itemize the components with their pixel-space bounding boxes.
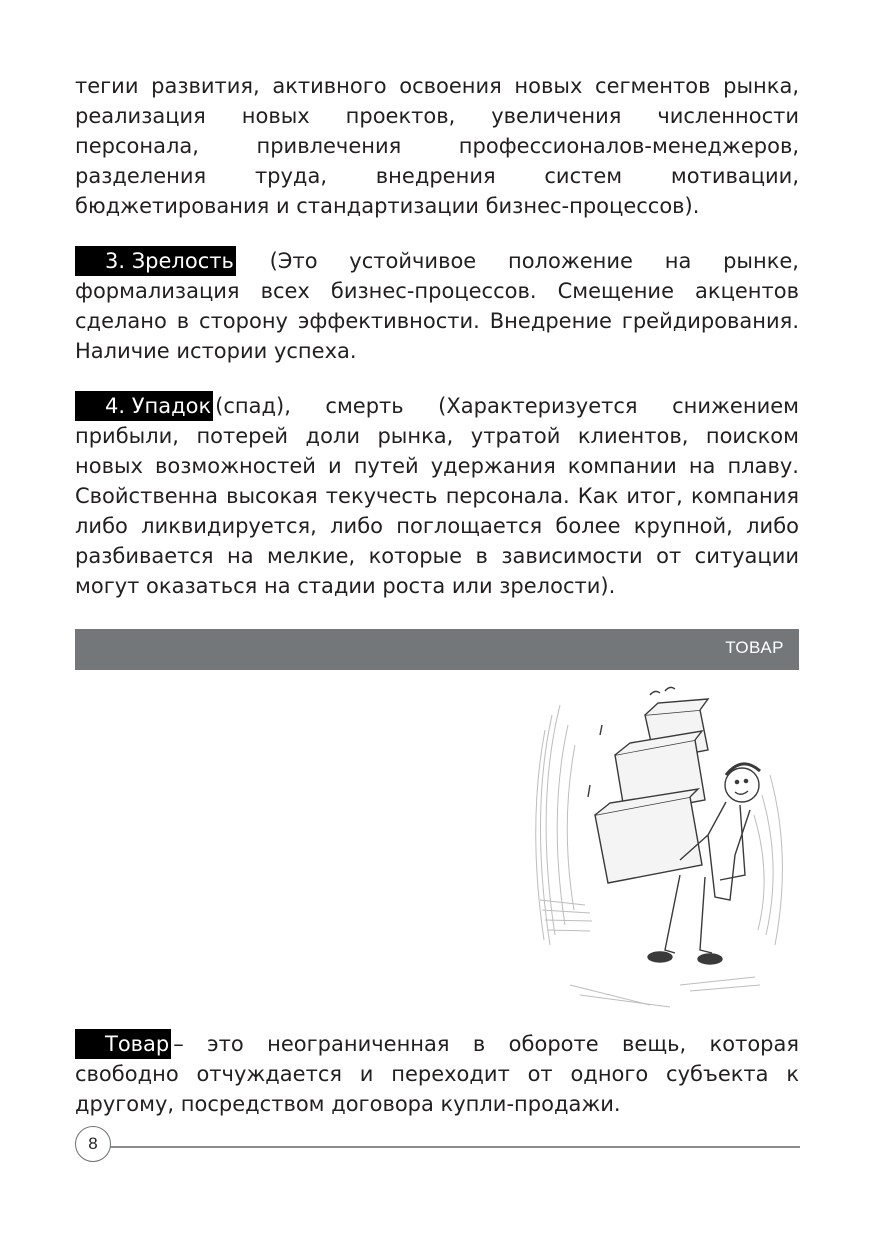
paragraph-text: (Это устойчивое положение на рынке, формализация всех бизнес-процессов. Смещение акцентов сделано в сторону эффективности. Внедрение грейдирования. Наличие истории успеха. [75, 249, 799, 363]
page-number: 8 [75, 1126, 111, 1162]
stage-label-decline: 4. Упадок [75, 391, 213, 421]
paragraph-text: – это неограниченная в обороте вещь, которая свободно отчуждается и переходит от одного субъекта к другому, посредством договора купли-продажи. [75, 1032, 799, 1116]
person-carrying-boxes-icon [530, 685, 795, 1015]
section-header-bar [75, 629, 799, 670]
paragraph-product-definition [75, 1029, 799, 1119]
paragraph-text: тегии развития, активного освоения новых сегментов рынка, реализация новых проектов, увеличения численности персонала, привлечения профессионалов-менеджеров, разделения труда, внедрения систем мотивации, бюджетирования и стандартизации бизнес-процессов). [75, 74, 799, 218]
paragraph-text: (спад), смерть (Характеризуется снижением прибыли, потерей доли рынка, утратой клиентов, поиском новых возможностей и путей удержания компании на плаву. Свойственна высокая текучесть персонала. Как итог, компания либо ликвидируется, либо поглощается более крупной, либо разбивается на мелкие, которые в зависимости от ситуации могут оказаться на стадии роста или зрелости). [75, 394, 799, 598]
term-label-product: Товар [75, 1029, 171, 1059]
section-title: ТОВАР [725, 638, 784, 657]
stage-label-maturity: 3. Зрелость [75, 246, 236, 276]
paragraph-continuation [75, 71, 799, 221]
paragraph-decline [75, 391, 799, 601]
paragraph-maturity [75, 246, 799, 366]
footer-divider [110, 1146, 800, 1148]
